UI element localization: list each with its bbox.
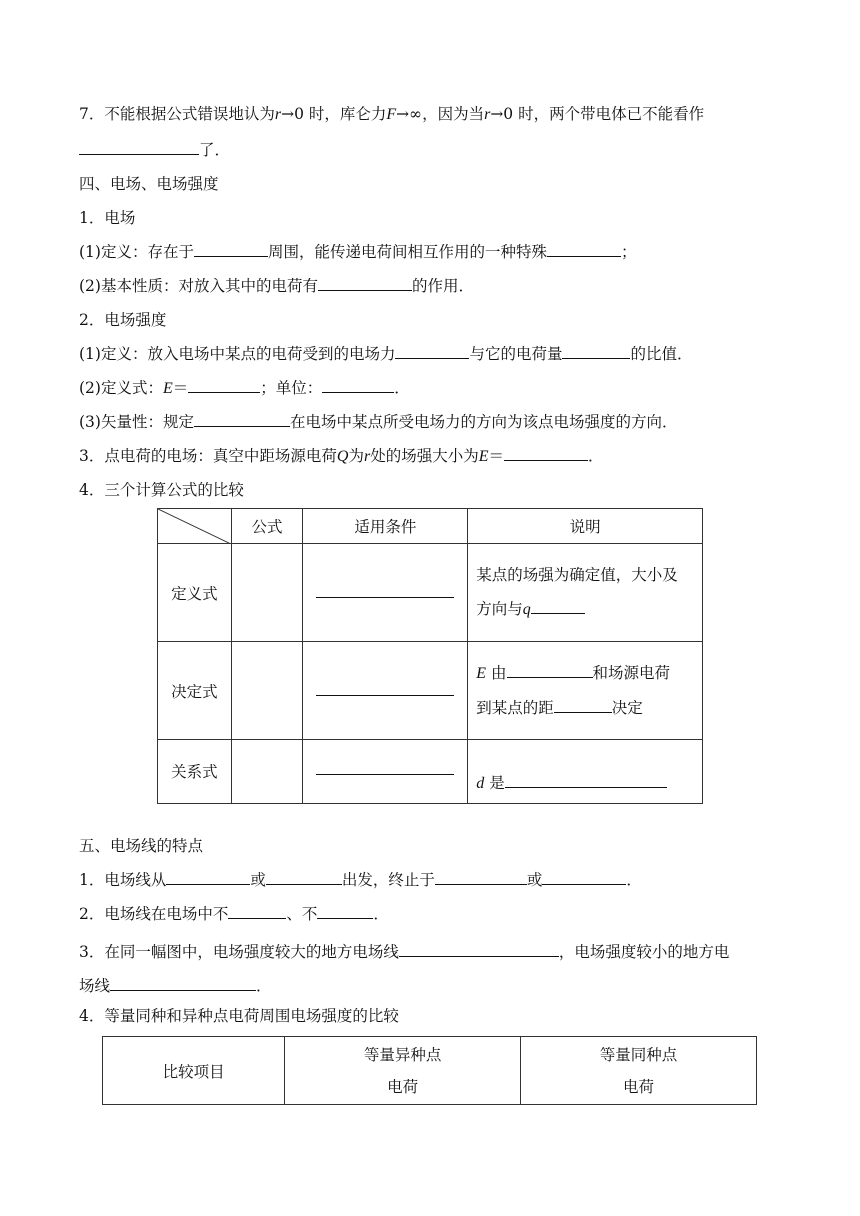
field-lines-density bbox=[79, 942, 729, 962]
text: ，电场强度较小的地方电 bbox=[558, 943, 730, 961]
fill-blank[interactable] bbox=[395, 344, 469, 359]
text: 的作用． bbox=[411, 277, 474, 295]
fill-blank[interactable] bbox=[110, 976, 256, 991]
var-E: E bbox=[162, 380, 173, 397]
var-d: d bbox=[476, 775, 485, 792]
text: 周围，能传递电荷间相互作用的一种特殊 bbox=[267, 243, 547, 261]
var-E: E bbox=[476, 665, 487, 682]
table-row bbox=[158, 740, 703, 804]
text: ＝ bbox=[488, 447, 504, 465]
header-notes: 说明 bbox=[468, 509, 703, 544]
fill-blank[interactable] bbox=[194, 242, 268, 257]
fill-blank[interactable] bbox=[505, 773, 667, 788]
subheading-field-strength: 2．电场强度 bbox=[79, 311, 167, 329]
text: 的比值． bbox=[630, 345, 693, 363]
fill-blank[interactable] bbox=[554, 698, 612, 713]
text: 3．点电荷的电场：真空中距场源电荷 bbox=[79, 447, 337, 465]
note-cell bbox=[468, 544, 703, 642]
text: 等量同种点 bbox=[599, 1045, 678, 1064]
text: →0 时，库仑力 bbox=[281, 105, 387, 123]
table-row bbox=[158, 544, 703, 642]
note-cell bbox=[468, 740, 703, 804]
text: 等量异种点 bbox=[363, 1045, 442, 1064]
fill-blank[interactable] bbox=[399, 942, 559, 957]
table-row bbox=[158, 642, 703, 740]
fill-blank[interactable] bbox=[194, 412, 290, 427]
text: 在电场中某点所受电场力的方向为该点电场强度的方向． bbox=[289, 413, 678, 431]
strength-formula bbox=[79, 378, 410, 399]
text: 与它的电荷量 bbox=[469, 345, 563, 363]
fill-blank[interactable] bbox=[79, 140, 199, 155]
text: 2．电场线在电场中不 bbox=[79, 905, 229, 923]
table-header-row bbox=[158, 509, 703, 544]
var-r: r bbox=[274, 106, 282, 123]
fill-blank[interactable] bbox=[507, 663, 593, 678]
text: 场线 bbox=[79, 977, 111, 995]
formula-comparison-table bbox=[157, 508, 703, 804]
text: 决定 bbox=[611, 699, 643, 717]
fill-blank[interactable] bbox=[435, 870, 527, 885]
row-label: 定义式 bbox=[158, 544, 232, 642]
text: 某点的场强为确定值，大小及 bbox=[476, 566, 678, 584]
strength-definition bbox=[79, 344, 693, 364]
fill-blank[interactable] bbox=[531, 599, 585, 614]
text: ． bbox=[626, 871, 642, 889]
note-line bbox=[476, 691, 702, 725]
fill-blank[interactable] bbox=[228, 904, 286, 919]
header-conditions: 适用条件 bbox=[303, 509, 468, 544]
section-4-heading: 四、电场、电场强度 bbox=[79, 175, 219, 193]
text: 和场源电荷 bbox=[592, 664, 671, 682]
var-E: E bbox=[478, 448, 489, 465]
three-formulas-heading: 4．三个计算公式的比较 bbox=[79, 481, 244, 499]
var-F: F bbox=[386, 106, 397, 123]
row-label: 决定式 bbox=[158, 642, 232, 740]
text: ；单位： bbox=[260, 379, 323, 397]
note-line bbox=[476, 592, 702, 627]
formula-cell bbox=[231, 544, 303, 642]
fill-blank[interactable] bbox=[504, 446, 588, 461]
condition-cell bbox=[303, 740, 468, 804]
fill-blank[interactable] bbox=[318, 276, 412, 291]
fill-blank[interactable] bbox=[166, 870, 250, 885]
subheading-electric-field: 1．电场 bbox=[79, 209, 136, 227]
field-property bbox=[79, 276, 474, 296]
field-lines-density-cont bbox=[79, 976, 272, 996]
fill-blank[interactable] bbox=[322, 378, 394, 393]
field-lines-origin bbox=[79, 870, 642, 890]
diagonal-line bbox=[158, 509, 231, 544]
note-cell bbox=[468, 642, 703, 740]
charge-comparison-table bbox=[102, 1036, 757, 1105]
header-opposite-charges bbox=[285, 1037, 521, 1105]
fill-blank[interactable] bbox=[266, 870, 342, 885]
text: ． bbox=[256, 977, 272, 995]
header-like-charges bbox=[521, 1037, 757, 1105]
fill-blank[interactable] bbox=[562, 344, 630, 359]
note-line bbox=[476, 656, 702, 691]
text: 或 bbox=[250, 871, 266, 889]
field-lines-no-cross bbox=[79, 904, 389, 924]
fill-blank[interactable] bbox=[188, 378, 260, 393]
var-r: r bbox=[363, 448, 371, 465]
text: →0 时，两个带电体已不能看作 bbox=[490, 105, 705, 123]
fill-blank[interactable] bbox=[316, 583, 454, 598]
strength-vector bbox=[79, 412, 677, 432]
field-definition bbox=[79, 242, 637, 262]
table-header-row bbox=[103, 1037, 757, 1105]
text: (3)矢量性：规定 bbox=[79, 413, 194, 431]
text: (2)基本性质：对放入其中的电荷有 bbox=[79, 277, 318, 295]
section-5-heading: 五、电场线的特点 bbox=[79, 837, 204, 855]
text: 、不 bbox=[286, 905, 318, 923]
text: 到某点的距 bbox=[476, 699, 554, 717]
diagonal-header-cell bbox=[158, 509, 232, 544]
fill-blank[interactable] bbox=[547, 242, 621, 257]
text: →∞，因为当 bbox=[396, 105, 485, 123]
header-compare-item: 比较项目 bbox=[103, 1037, 285, 1105]
text: 1．电场线从 bbox=[79, 871, 167, 889]
text: 3．在同一幅图中，电场强度较大的地方电场线 bbox=[79, 943, 399, 961]
var-Q: Q bbox=[336, 448, 349, 465]
text: ； bbox=[620, 243, 637, 261]
text: 是 bbox=[489, 774, 505, 792]
text: (2)定义式： bbox=[79, 379, 163, 397]
text: ． bbox=[373, 905, 389, 923]
text: 出发，终止于 bbox=[341, 871, 435, 889]
condition-cell bbox=[303, 544, 468, 642]
text: 或 bbox=[526, 871, 543, 889]
fill-blank[interactable] bbox=[316, 760, 454, 775]
text: 为 bbox=[348, 447, 364, 465]
var-q: q bbox=[522, 601, 531, 618]
text: 了． bbox=[199, 141, 231, 159]
text: ． bbox=[588, 447, 604, 465]
condition-cell bbox=[303, 642, 468, 740]
text: 方向与 bbox=[476, 600, 523, 618]
formula-cell bbox=[231, 642, 303, 740]
text: 处的场强大小为 bbox=[370, 447, 479, 465]
item-7-line2 bbox=[79, 140, 230, 160]
text: 由 bbox=[491, 664, 507, 682]
header-formula: 公式 bbox=[231, 509, 303, 544]
text: 电荷 bbox=[387, 1077, 419, 1096]
fill-blank[interactable] bbox=[317, 904, 373, 919]
var-r: r bbox=[484, 106, 491, 123]
fill-blank[interactable] bbox=[316, 681, 454, 696]
formula-cell bbox=[231, 740, 303, 804]
text: (1)定义：存在于 bbox=[79, 243, 194, 261]
charge-comparison-heading: 4．等量同种和异种点电荷周围电场强度的比较 bbox=[79, 1007, 399, 1025]
item-7-line1 bbox=[79, 104, 704, 125]
text: ＝ bbox=[172, 379, 189, 397]
row-label: 关系式 bbox=[158, 740, 232, 804]
text: 电荷 bbox=[623, 1077, 655, 1096]
point-charge-field bbox=[79, 446, 604, 467]
text: 7．不能根据公式错误地认为 bbox=[79, 105, 275, 123]
text: ． bbox=[394, 379, 410, 397]
text: (1)定义：放入电场中某点的电荷受到的电场力 bbox=[79, 345, 396, 363]
fill-blank[interactable] bbox=[542, 870, 626, 885]
